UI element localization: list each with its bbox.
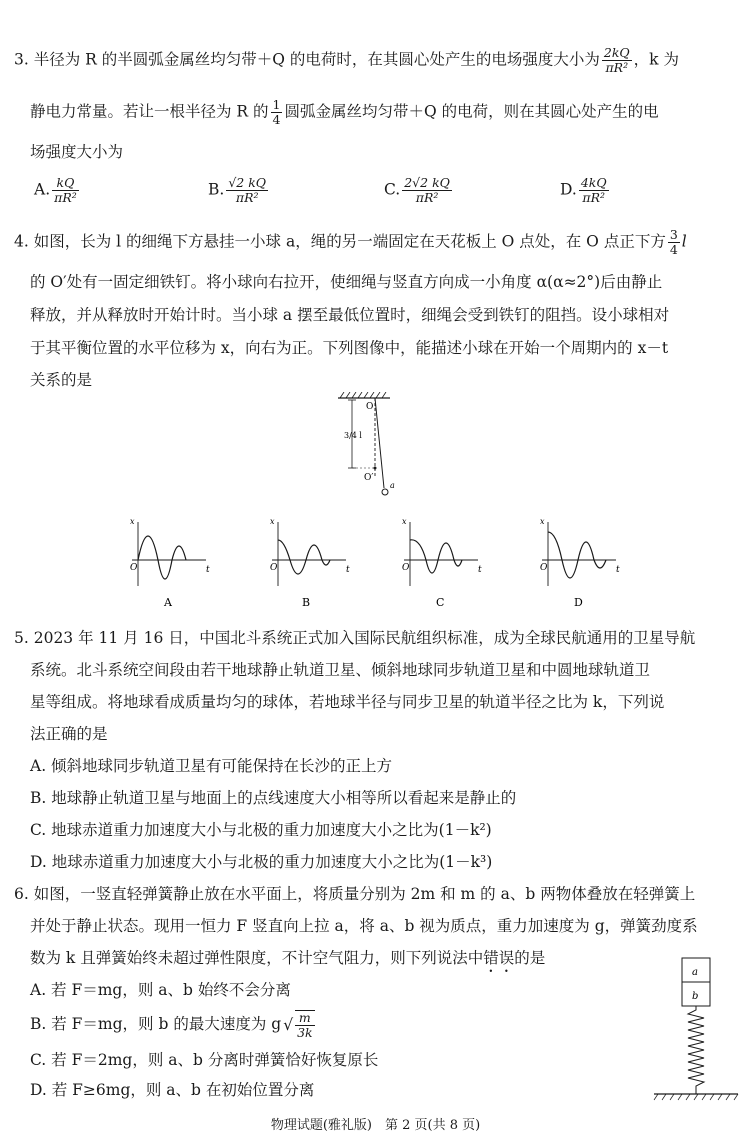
q3-line3: 场强度大小为 — [30, 143, 124, 161]
svg-text:t: t — [206, 565, 210, 575]
svg-text:O: O — [130, 563, 138, 573]
pendulum-length-label: 3/4 l — [344, 431, 362, 440]
q5-line2: 系统。北斗系统空间段由若干地球静止轨道卫星、倾斜地球同步轨道卫星和中圆地球轨道卫 — [30, 661, 651, 679]
q5-option-d[interactable]: D. 地球赤道重力加速度大小与北极的重力加速度大小之比为(1－k³) — [30, 853, 493, 871]
pendulum-o-label: O — [366, 402, 374, 412]
q4-line4: 于其平衡位置的水平位移为 x，向右为正。下列图像中，能描述小球在开始一个周期内的 x－t — [30, 339, 669, 357]
svg-text:O: O — [540, 563, 548, 573]
q3-line1: 3. 半径为 R 的半圆弧金属丝均匀带＋Q 的电荷时，在其圆心处产生的电场强度大小为 $\frac{2kQ}{\text{πR²}}$ ，k 为 — [14, 45, 679, 75]
svg-text:x: x — [270, 517, 275, 526]
q3-quarter-fraction: $\frac{1}{4}$ — [272, 97, 281, 127]
block-b-label: b — [692, 991, 699, 1002]
svg-text:x: x — [540, 517, 545, 526]
q5-line3: 星等组成。将地球看成质量均匀的球体，若地球半径与同步卫星的轨道半径之比为 k，下列说 — [30, 693, 665, 711]
svg-text:x: x — [402, 517, 407, 526]
pendulum-ball-label: a — [390, 481, 395, 490]
q3-option-b[interactable]: B. $\frac{√2 kQ}{\text{πR²}}$ — [208, 175, 267, 205]
svg-text:t: t — [616, 565, 620, 575]
graph-option-d[interactable] — [532, 516, 622, 608]
q3-option-c[interactable]: C. $\frac{2√2 kQ}{\text{πR²}}$ — [384, 175, 450, 205]
svg-text:O: O — [402, 563, 410, 573]
q4-line5: 关系的是 — [30, 371, 93, 389]
q6-line3: 数为 k 且弹簧始终未超过弹性限度，不计空气阻力，则下列说法中错误的是 — [30, 949, 546, 967]
svg-text:O: O — [270, 563, 278, 573]
svg-text:x: x — [130, 517, 135, 526]
svg-text:D: D — [574, 596, 583, 608]
q4-line3: 释放，并从释放时开始计时。当小球 a 摆至最低位置时，细绳会受到铁钉的阻挡。设小球相对 — [30, 306, 670, 324]
graph-option-b[interactable] — [262, 516, 352, 608]
q5-option-c[interactable]: C. 地球赤道重力加速度大小与北极的重力加速度大小之比为(1－k²) — [30, 821, 492, 839]
q5-option-a[interactable]: A. 倾斜地球同步轨道卫星有可能保持在长沙的正上方 — [30, 757, 393, 775]
q6-option-b[interactable]: B. 若 F＝mg，则 b 的最大速度为 g √ $\frac{m}{3k}$ — [30, 1010, 313, 1040]
q3-line2: 静电力常量。若让一根半径为 R 的 $\frac{1}{4}$ 圆弧金属丝均匀带＋Q 的电荷，则在其圆心处产生的电 — [30, 97, 659, 127]
svg-text:t: t — [346, 565, 350, 575]
page-footer: 物理试题(雅礼版) 第 2 页(共 8 页) — [270, 1118, 481, 1133]
q6-option-a[interactable]: A. 若 F＝mg，则 a、b 始终不会分离 — [30, 981, 291, 999]
graph-option-a[interactable] — [122, 516, 212, 608]
pendulum-figure — [330, 392, 420, 504]
q6-option-c[interactable]: C. 若 F＝2mg，则 a、b 分离时弹簧恰好恢复原长 — [30, 1051, 379, 1069]
q4-line1: 4. 如图，长为 l 的细绳下方悬挂一小球 a，绳的另一端固定在天花板上 O 点处，在 O 点正下方 $\frac{3}{4}$ l — [14, 227, 687, 257]
pendulum-o-prime-label: O′ — [364, 473, 374, 483]
q3-option-a[interactable]: A. $\frac{kQ}{\text{πR²}}$ — [34, 175, 77, 205]
q5-line1: 5. 2023 年 11 月 16 日，中国北斗系统正式加入国际民航组织标准，成为全球民航通用的卫星导航 — [14, 629, 696, 647]
q6-line1: 6. 如图，一竖直轻弹簧静止放在水平面上，将质量分别为 2m 和 m 的 a、b 两物体叠放在轻弹簧上 — [14, 885, 696, 903]
q6-emphasis-wrong: 错误 — [483, 949, 515, 967]
spring-blocks-figure — [650, 954, 740, 1104]
svg-text:B: B — [302, 596, 311, 608]
q5-option-b[interactable]: B. 地球静止轨道卫星与地面上的点线速度大小相等所以看起来是静止的 — [30, 789, 517, 807]
q4-three-quarter-fraction: $\frac{3}{4}$ — [669, 227, 678, 257]
svg-text:C: C — [436, 596, 445, 608]
svg-text:A: A — [164, 596, 172, 608]
q3-fraction-field: $\frac{2kQ}{\text{πR²}}$ — [603, 45, 630, 75]
svg-text:t: t — [478, 565, 482, 575]
q5-line4: 法正确的是 — [30, 725, 108, 743]
block-a-label: a — [692, 967, 698, 978]
q6-option-d[interactable]: D. 若 F≥6mg，则 a、b 在初始位置分离 — [30, 1081, 315, 1099]
graph-option-c[interactable] — [394, 516, 484, 608]
q6-line2: 并处于静止状态。现用一恒力 F 竖直向上拉 a，将 a、b 视为质点，重力加速度为 g，弹簧劲度系 — [30, 917, 698, 935]
q3-option-d[interactable]: D. $\frac{4kQ}{\text{πR²}}$ — [560, 175, 607, 205]
q4-line2: 的 O′处有一固定细铁钉。将小球向右拉开，使细绳与竖直方向成一小角度 α(α≈2°)后由静止 — [30, 273, 663, 291]
